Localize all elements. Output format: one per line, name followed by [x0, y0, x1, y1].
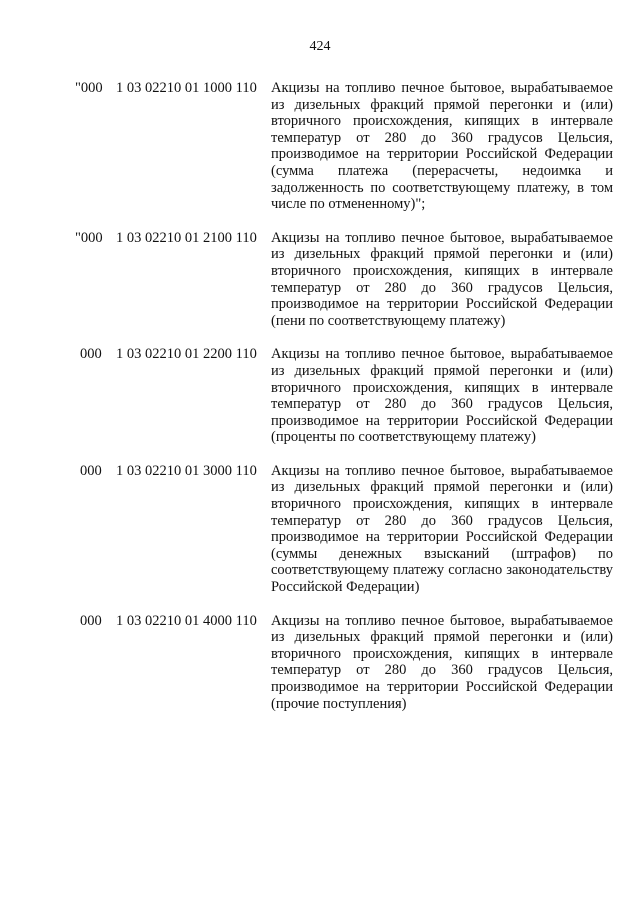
budget-classification-code: 1 03 02210 01 2200 110: [116, 346, 257, 363]
admin-code: "000: [75, 80, 103, 96]
budget-code-list: [0, 80, 640, 729]
table-row: [0, 346, 640, 446]
revenue-description: Акцизы на топливо печное бытовое, вырабатываемое из дизельных фракций прямой перегонки и (или) вторичного происхождения, кипящих в интервале температур от 280 до 360 градусов Цельсия, производимое на территории Российской Федерации (прочие поступления): [271, 612, 613, 712]
budget-classification-code: 1 03 02210 01 3000 110: [116, 462, 257, 479]
table-row: [0, 230, 640, 330]
budget-classification-code: 1 03 02210 01 2100 110: [116, 229, 257, 246]
admin-code: 000: [80, 612, 102, 629]
table-row: [0, 613, 640, 713]
admin-code: 000: [80, 346, 102, 363]
admin-code: 000: [80, 462, 102, 479]
table-row: [0, 80, 640, 213]
revenue-description: Акцизы на топливо печное бытовое, вырабатываемое из дизельных фракций прямой перегонки и (или) вторичного происхождения, кипящих в интервале температур от 280 до 360 градусов Цельсия, производимое на территории Российской Федерации (пени по соответствующему платежу): [271, 229, 613, 329]
revenue-description: Акцизы на топливо печное бытовое, вырабатываемое из дизельных фракций прямой перегонки и (или) вторичного происхождения, кипящих в интервале температур от 280 до 360 градусов Цельсия, производимое на территории Российской Федерации (суммы денежных взысканий (штрафов) по соответствующему платежу согласно законодательству Российской Федерации): [271, 462, 613, 596]
revenue-description: Акцизы на топливо печное бытовое, вырабатываемое из дизельных фракций прямой перегонки и (или) вторичного происхождения, кипящих в интервале температур от 280 до 360 градусов Цельсия, производимое на территории Российской Федерации (проценты по соответствующему платежу): [271, 346, 613, 446]
page-number: 424: [309, 39, 331, 54]
revenue-description: Акцизы на топливо печное бытовое, вырабатываемое из дизельных фракций прямой перегонки и (или) вторичного происхождения, кипящих в интервале температур от 280 до 360 градусов Цельсия, производимое на территории Российской Федерации (сумма платежа (перерасчеты, недоимка и задолженность по соответствующему платежу, в том числе по отмененному)";: [271, 80, 613, 213]
budget-classification-code: 1 03 02210 01 4000 110: [116, 612, 257, 629]
table-row: [0, 463, 640, 596]
admin-code: "000: [75, 229, 103, 246]
budget-classification-code: 1 03 02210 01 1000 110: [116, 80, 257, 96]
